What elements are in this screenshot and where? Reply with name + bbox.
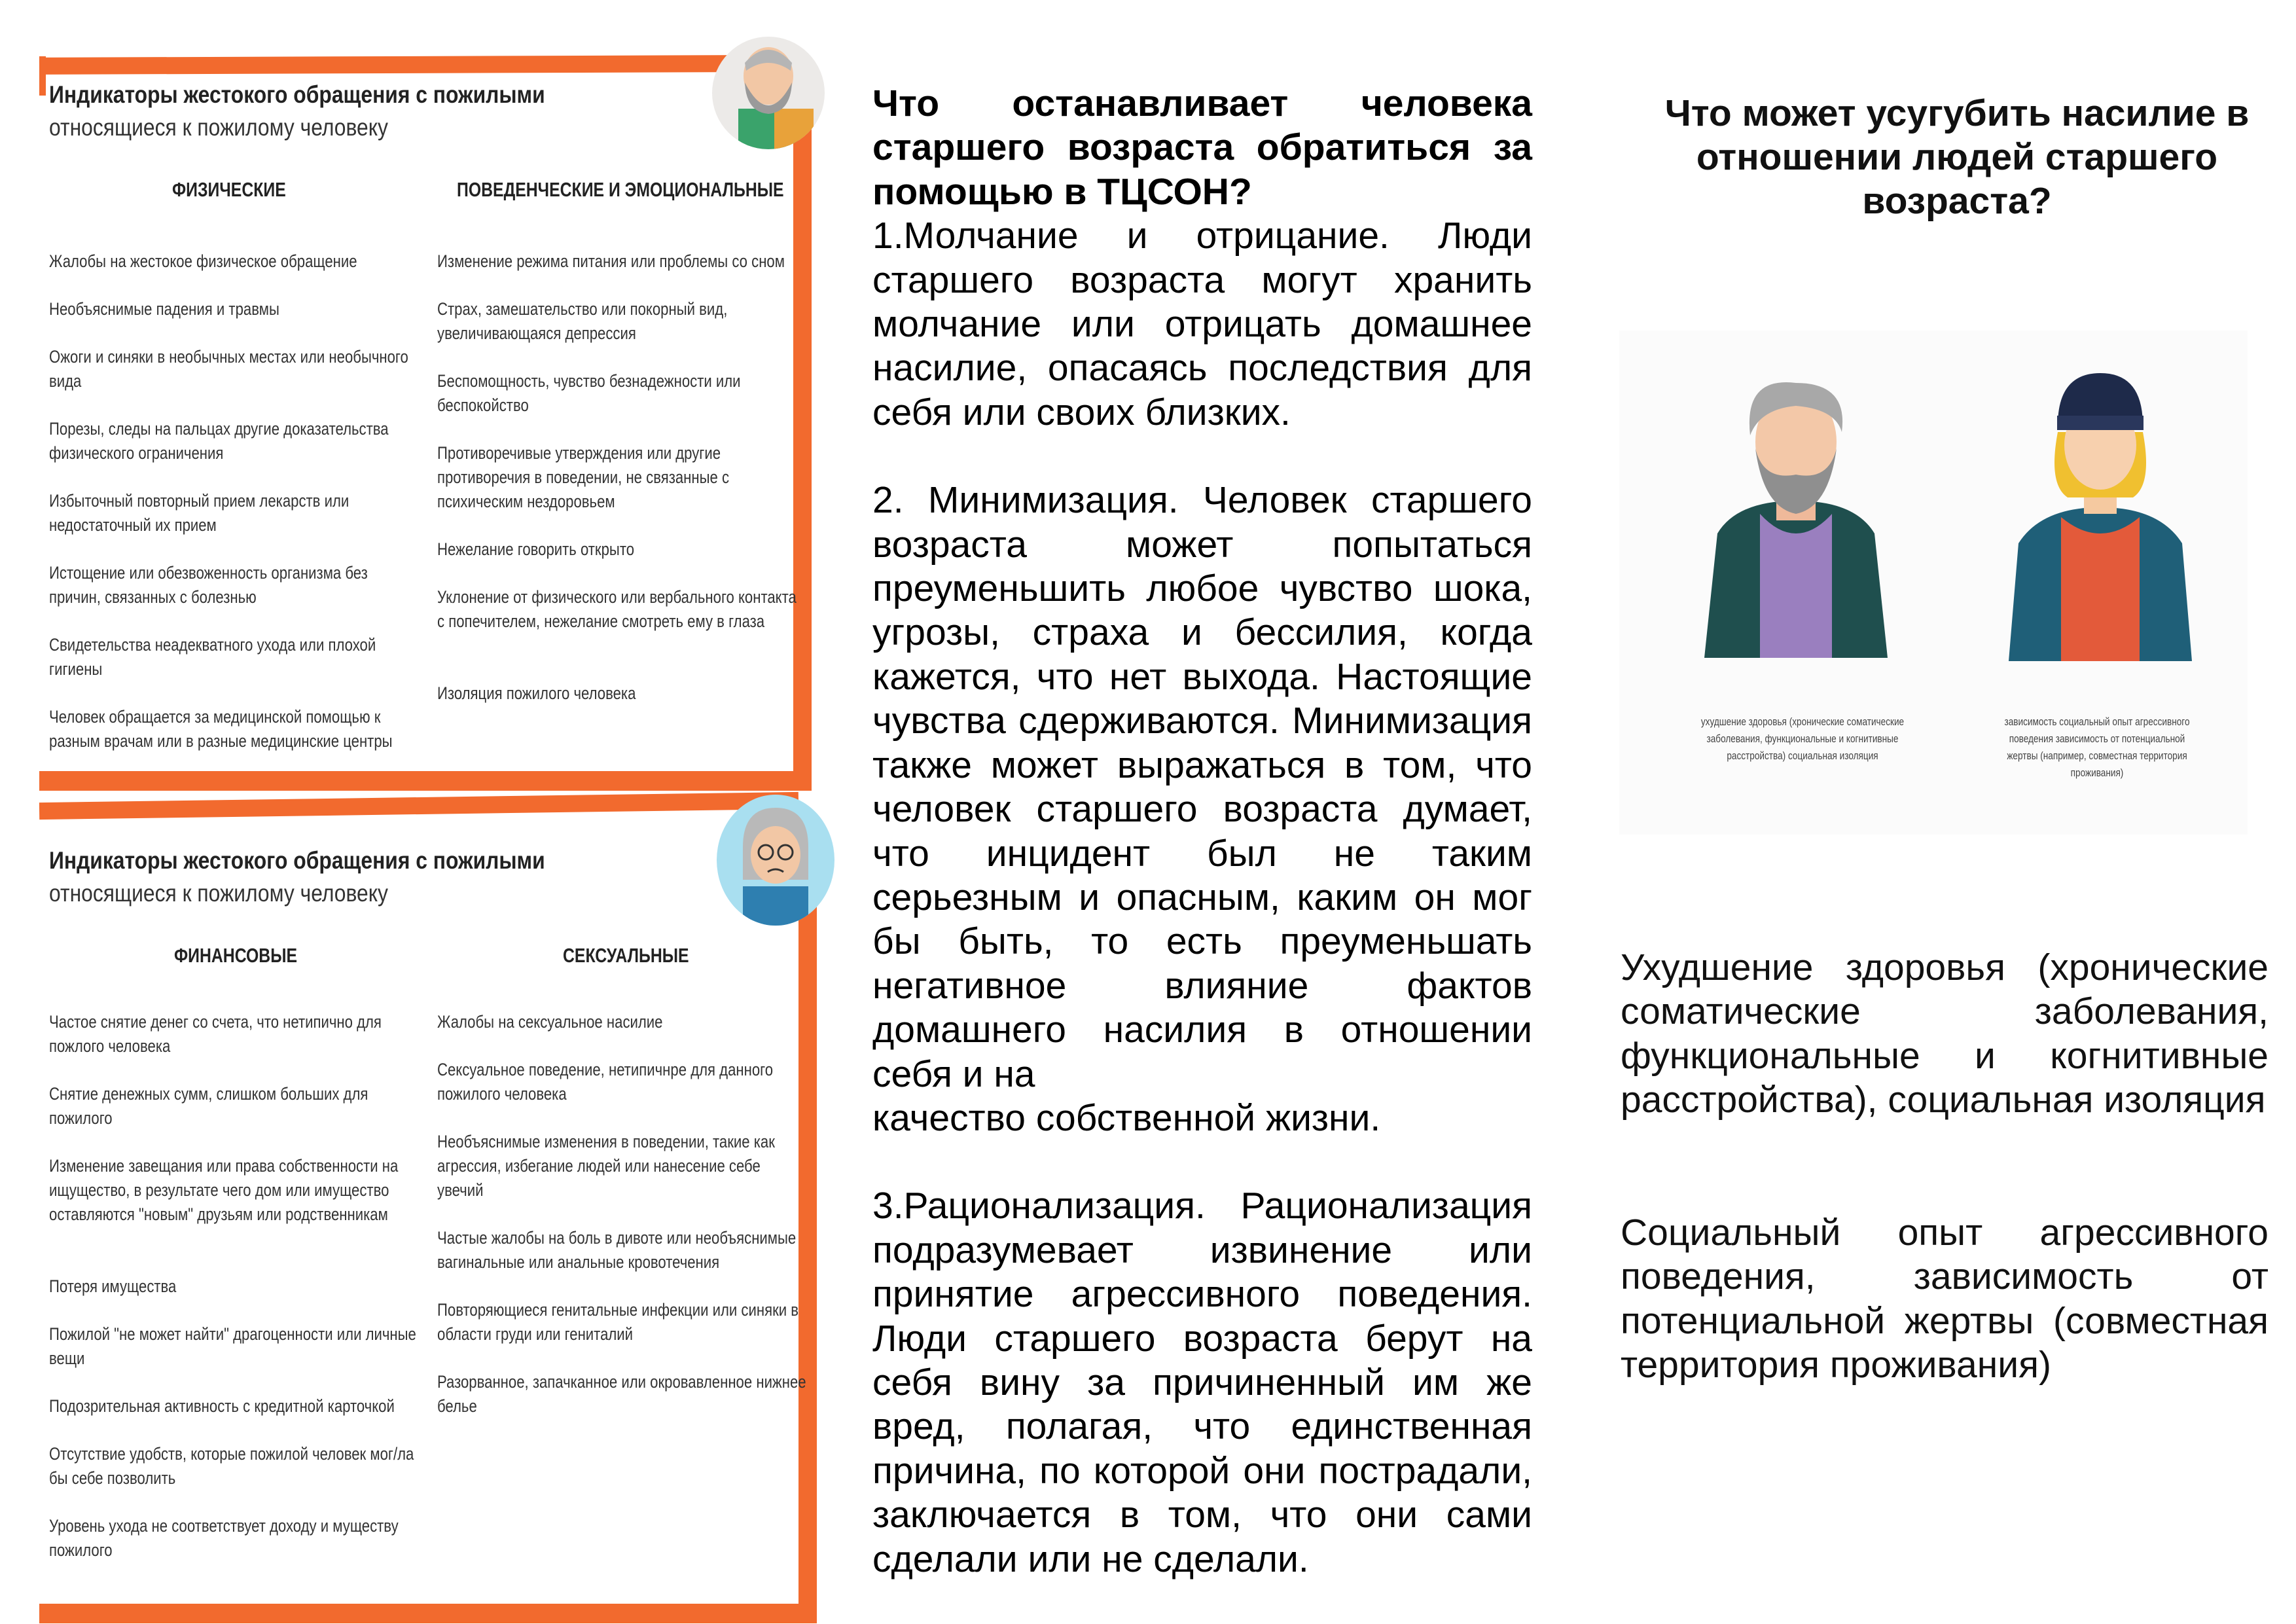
indicator-item: Сексуальное поведение, нетипичнре для данного пожилого человека (437, 1060, 774, 1104)
indicator-item: Частое снятие денег со счета, что нетипично для пожлого человека (49, 1012, 382, 1056)
barrier-minimization-end: качество собственной жизни. (872, 1096, 1381, 1139)
column-heading-behavioral: ПОВЕДЕНЧЕСКИЕ И ЭМОЦИОНАЛЬНЫЕ (457, 178, 784, 201)
indicator-item: Изменение режима питания или проблемы со сном (437, 251, 785, 271)
indicator-item: Свидетельства неадекватного ухода или плохой гигиены (49, 635, 376, 679)
indicator-item: Изоляция пожилого человека (437, 683, 636, 703)
factor-social-text: Социальный опыт агрессивного поведения, зависимость от потенциальной жертвы (совместная территория проживания) (1621, 1212, 2269, 1386)
indicator-item: Повторяющиеся генитальные инфекции или синяки в области груди или гениталий (437, 1300, 799, 1344)
column-heading-physical: ФИЗИЧЕСКИЕ (172, 178, 286, 201)
elderly-man-avatar (712, 37, 825, 149)
indicator-item: Необъяснимые изменения в поведении, такие как агрессия, избегание людей или нанесение себе увечий (437, 1132, 775, 1200)
card-frame-top (39, 792, 798, 820)
indicator-item: Нежелание говорить открыто (437, 539, 635, 559)
indicators-card-physical (39, 56, 818, 789)
indicator-item: Потеря имущества (49, 1276, 177, 1296)
indicator-item: Истощение или обезвоженность организма без причин, связанных с болезнью (49, 563, 368, 607)
barrier-minimization: 2. Минимизация. Человек старшего возраста может попытаться преуменьшить любое чувство шока, угрозы, страха и бессилия, когда кажется, что нет выхода. Настоящие чувства сдерживаются. Минимизация также может выражаться в том, что человек старшего возраста думает, что инцидент был не таким серьезным и опасным, каким он мог бы быть, то есть преуменьшать негативное влияние фактов домашнего насилия в отношении себя и на (872, 479, 1532, 1095)
card-subtitle: относящиеся к пожилому человеку (49, 114, 388, 141)
card-subtitle: относящиеся к пожилому человеку (49, 880, 388, 907)
aggravating-factors-title: Что может усугубить насилие в отношении людей старшего возраста? (1664, 92, 2250, 222)
elderly-woman-avatar (717, 795, 834, 926)
indicator-item: Подозрительная активность с кредитной карточкой (49, 1396, 395, 1416)
column-heading-sexual: СЕКСУАЛЬНЫЕ (563, 944, 689, 967)
illustration-panel (1619, 331, 2248, 835)
barriers-section (872, 82, 1532, 1581)
indicator-item: Снятие денежных сумм, слишком больших для пожилого (49, 1084, 368, 1128)
indicator-item: Пожилой "не может найти" драгоценности или личные вещи (49, 1324, 416, 1368)
column-heading-financial: ФИНАНСОВЫЕ (174, 944, 298, 967)
elderly-man-illustration (1698, 370, 1894, 658)
barrier-silence: 1.Молчание и отрицание. Люди старшего возраста могут хранить молчание или отрицать домашнее насилие, опасаясь последствия для себя или своих близких. (872, 215, 1532, 433)
indicator-item: Уклонение от физического или вербального контакта с попечителем, нежелание смотреть ему в глаза (437, 587, 797, 631)
card-frame-top (39, 55, 740, 75)
barriers-question: Что останавливает человека старшего возраста обратиться за помощью в ТЦСОН? (872, 82, 1532, 213)
card-frame-left (39, 56, 46, 96)
young-man-illustration (2002, 353, 2198, 661)
factor-social (1621, 1211, 2269, 1388)
indicator-item: Человек обращается за медицинской помощью к разным врачам или в разные медицинские центры (49, 707, 393, 751)
indicator-item: Беспомощность, чувство безнадежности или беспокойство (437, 371, 741, 415)
card-frame-bottom (39, 771, 812, 791)
indicator-item: Избыточный повторный прием лекарств или недостаточный их прием (49, 491, 350, 535)
indicator-item: Уровень ухода не соответствует доходу и муществу пожилого (49, 1516, 399, 1560)
barrier-rationalization: 3.Рационализация. Рационализация подразумевает извинение или принятие агрессивного поведения. Люди старшего возраста берут на себя вину за причиненный им же вред, полагая, что единственная причина, по которой они пострадали, заключается в том, что они сами сделали или не сделали. (872, 1185, 1532, 1580)
indicator-item: Частые жалобы на боль в дивоте или необъяснимые вагинальные или анальные кровотечения (437, 1228, 797, 1272)
indicators-card-financial (39, 797, 818, 1623)
indicator-item: Порезы, следы на пальцах другие доказательства физического ограничения (49, 419, 389, 463)
caption-abuser-factors: зависимость социальный опыт агрессивного поведения зависимость от потенциальной жертвы (например, совместная территория проживания) (2004, 715, 2190, 779)
card-frame-bottom (39, 1604, 815, 1623)
factor-health-text: Ухудшение здоровья (хронические соматические заболевания, функциональные и когнитивные расстройства), социальная изоляция (1621, 947, 2269, 1121)
indicator-item: Жалобы на жестокое физическое обращение (49, 251, 357, 271)
indicator-item: Противоречивые утверждения или другие противоречия в поведении, не связанные с психическим нездоровьем (437, 443, 730, 511)
caption-elderly-factors: ухудшение здоровья (хронические соматические заболевания, функциональные и когнитивные расстройства) социальная изоляция (1700, 715, 1905, 762)
indicator-item: Разорванное, запачканное или окровавленное нижнее белье (437, 1372, 806, 1416)
indicator-item: Необъяснимые падения и травмы (49, 299, 279, 319)
indicator-item: Изменение завещания или права собственности на ищущество, в результате чего дом или имущество оставляются "новым" друзьям или родственникам (49, 1156, 399, 1224)
factor-health (1621, 946, 2269, 1123)
indicator-item: Отсутствие удобств, которые пожилой человек мог/ла бы себе позволить (49, 1444, 414, 1488)
card-title: Индикаторы жестокого обращения с пожилыми (49, 81, 545, 108)
indicator-item: Ожоги и синяки в необычных местах или необычного вида (49, 347, 408, 391)
card-title: Индикаторы жестокого обращения с пожилыми (49, 847, 545, 874)
indicator-item: Жалобы на сексуальное насилие (437, 1012, 663, 1032)
indicator-item: Страх, замешательство или покорный вид, увеличивающаяся депрессия (437, 299, 728, 343)
